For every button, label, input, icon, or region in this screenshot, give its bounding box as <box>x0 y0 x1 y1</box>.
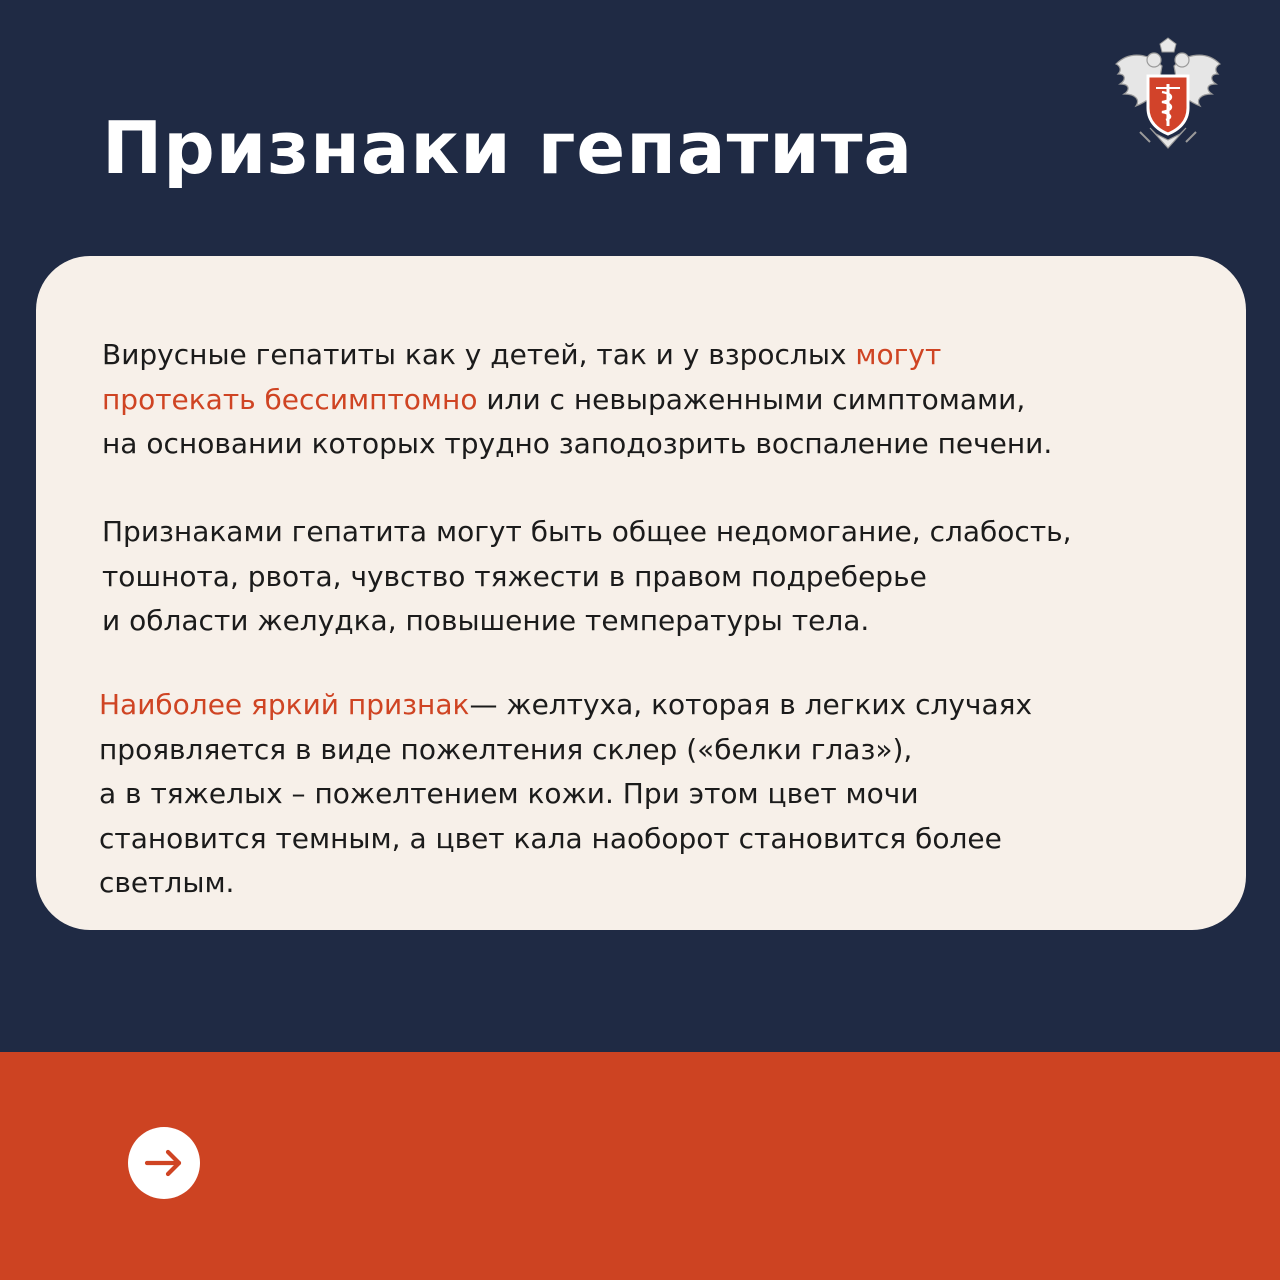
paragraph-line <box>102 378 1212 423</box>
highlight-text: могут <box>855 338 942 371</box>
paragraph-text: Вирусные гепатиты как у детей, так и у взрослых <box>102 338 856 371</box>
paragraph-symptoms <box>102 510 1212 644</box>
page-title: Признаки гепатита <box>102 106 914 190</box>
arrow-right-icon <box>142 1141 186 1185</box>
paragraph-text: или с невыраженными симптомами, <box>477 382 1026 416</box>
paragraph-line: светлым. <box>99 866 235 899</box>
paragraph-line: а в тяжелых – пожелтением кожи. При этом цвет мочи <box>99 777 919 810</box>
paragraph-line: проявляется в виде пожелтения склер («белки глаз»), <box>99 732 913 766</box>
paragraph-line <box>102 333 1212 378</box>
highlight-text: Наиболее яркий признак <box>99 688 470 721</box>
next-slide-button[interactable] <box>128 1127 200 1199</box>
paragraph-line: и области желудка, повышение температуры тела. <box>102 604 870 637</box>
paragraph-line: тошнота, рвота, чувство тяжести в правом подреберье <box>102 559 927 593</box>
paragraph-line: становится темным, а цвет кала наоборот становится более <box>99 821 1002 855</box>
paragraph-jaundice <box>99 683 1209 906</box>
ministry-emblem-icon <box>1110 36 1226 160</box>
paragraph-text: — желтуха, которая в легких случаях <box>469 688 1033 721</box>
paragraph-line: на основании которых трудно заподозрить воспаление печени. <box>102 427 1053 460</box>
highlight-text: протекать бессимптомно <box>102 382 478 416</box>
paragraph-asymptomatic <box>102 333 1212 467</box>
paragraph-line: Признаками гепатита могут быть общее недомогание, слабость, <box>102 515 1072 548</box>
paragraph-line <box>99 683 1209 728</box>
